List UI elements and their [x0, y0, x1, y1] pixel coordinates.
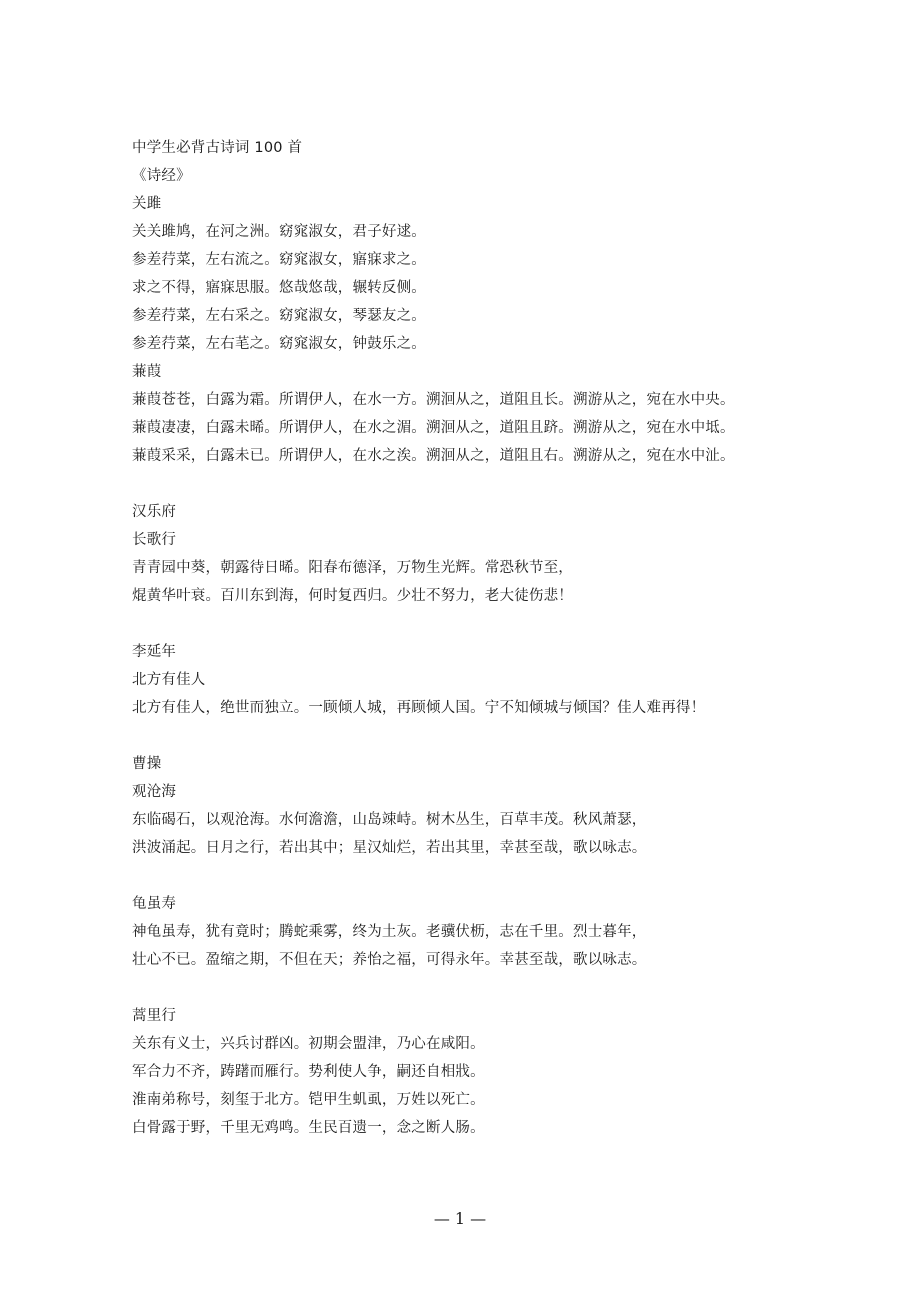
- section-spacer: [132, 722, 902, 750]
- section-heading-shijing: 《诗经》: [132, 168, 191, 184]
- poem-line: 军合力不齐，踌躇而雁行。势利使人争，嗣还自相戕。: [132, 1064, 485, 1080]
- poem-line: 壮心不已。盈缩之期，不但在天；养怡之福，可得永年。幸甚至哉，歌以咏志。: [132, 952, 647, 968]
- poem-title-jianjia: 蒹葭: [132, 364, 162, 380]
- page-number: — 1 —: [433, 1209, 487, 1228]
- poem-spacer: [132, 974, 902, 1002]
- document-title: 中学生必背古诗词 100 首: [132, 140, 303, 156]
- poem-spacer: [132, 862, 902, 890]
- poem-line: 蒹葭采采，白露未已。所谓伊人，在水之涘。溯洄从之，道阻且右。溯游从之，宛在水中沚。: [132, 448, 735, 464]
- section-heading-liyannian: 李延年: [132, 644, 177, 660]
- poem-line: 青青园中葵，朝露待日晞。阳春布德泽，万物生光辉。常恐秋节至，: [132, 560, 573, 576]
- poem-line: 参差荇菜，左右采之。窈窕淑女，琴瑟友之。: [132, 308, 426, 324]
- poem-title-changgexing: 长歌行: [132, 532, 177, 548]
- poem-line: 神龟虽寿，犹有竟时；腾蛇乘雾，终为土灰。老骥伏枥，志在千里。烈士暮年，: [132, 924, 647, 940]
- poem-line: 参差荇菜，左右流之。窈窕淑女，寤寐求之。: [132, 252, 426, 268]
- poem-line: 洪波涌起。日月之行，若出其中；星汉灿烂，若出其里，幸甚至哉，歌以咏志。: [132, 840, 647, 856]
- poem-title-guisuishou: 龟虽寿: [132, 896, 177, 912]
- section-spacer: [132, 470, 902, 498]
- poem-line: 蒹葭苍苍，白露为霜。所谓伊人，在水一方。溯洄从之，道阻且长。溯游从之，宛在水中央。: [132, 392, 735, 408]
- section-heading-caocao: 曹操: [132, 756, 162, 772]
- poem-line: 蒹葭凄凄，白露未晞。所谓伊人，在水之湄。溯洄从之，道阻且跻。溯游从之，宛在水中坻。: [132, 420, 735, 436]
- poem-line: 北方有佳人，绝世而独立。一顾倾人城，再顾倾人国。宁不知倾城与倾国？佳人难再得！: [132, 700, 706, 716]
- poem-line: 焜黄华叶衰。百川东到海，何时复西归。少壮不努力，老大徒伤悲！: [132, 588, 573, 604]
- poem-title-haolixing: 蒿里行: [132, 1008, 177, 1024]
- poem-line: 关关雎鸠，在河之洲。窈窕淑女，君子好逑。: [132, 224, 426, 240]
- poem-line: 淮南弟称号，刻玺于北方。铠甲生虮虱，万姓以死亡。: [132, 1092, 485, 1108]
- poem-title-guanju: 关雎: [132, 196, 162, 212]
- document-body: [132, 134, 902, 1142]
- section-heading-hanyuefu: 汉乐府: [132, 504, 177, 520]
- poem-line: 关东有义士，兴兵讨群凶。初期会盟津，乃心在咸阳。: [132, 1036, 485, 1052]
- poem-line: 东临碣石，以观沧海。水何澹澹，山岛竦峙。树木丛生，百草丰茂。秋风萧瑟，: [132, 812, 647, 828]
- poem-title-guancanghai: 观沧海: [132, 784, 177, 800]
- poem-line: 参差荇菜，左右芼之。窈窕淑女，钟鼓乐之。: [132, 336, 426, 352]
- poem-line: 求之不得，寤寐思服。悠哉悠哉，辗转反侧。: [132, 280, 426, 296]
- section-spacer: [132, 610, 902, 638]
- poem-title-beifangyoujiaren: 北方有佳人: [132, 672, 206, 688]
- poem-line: 白骨露于野，千里无鸡鸣。生民百遗一，念之断人肠。: [132, 1120, 485, 1136]
